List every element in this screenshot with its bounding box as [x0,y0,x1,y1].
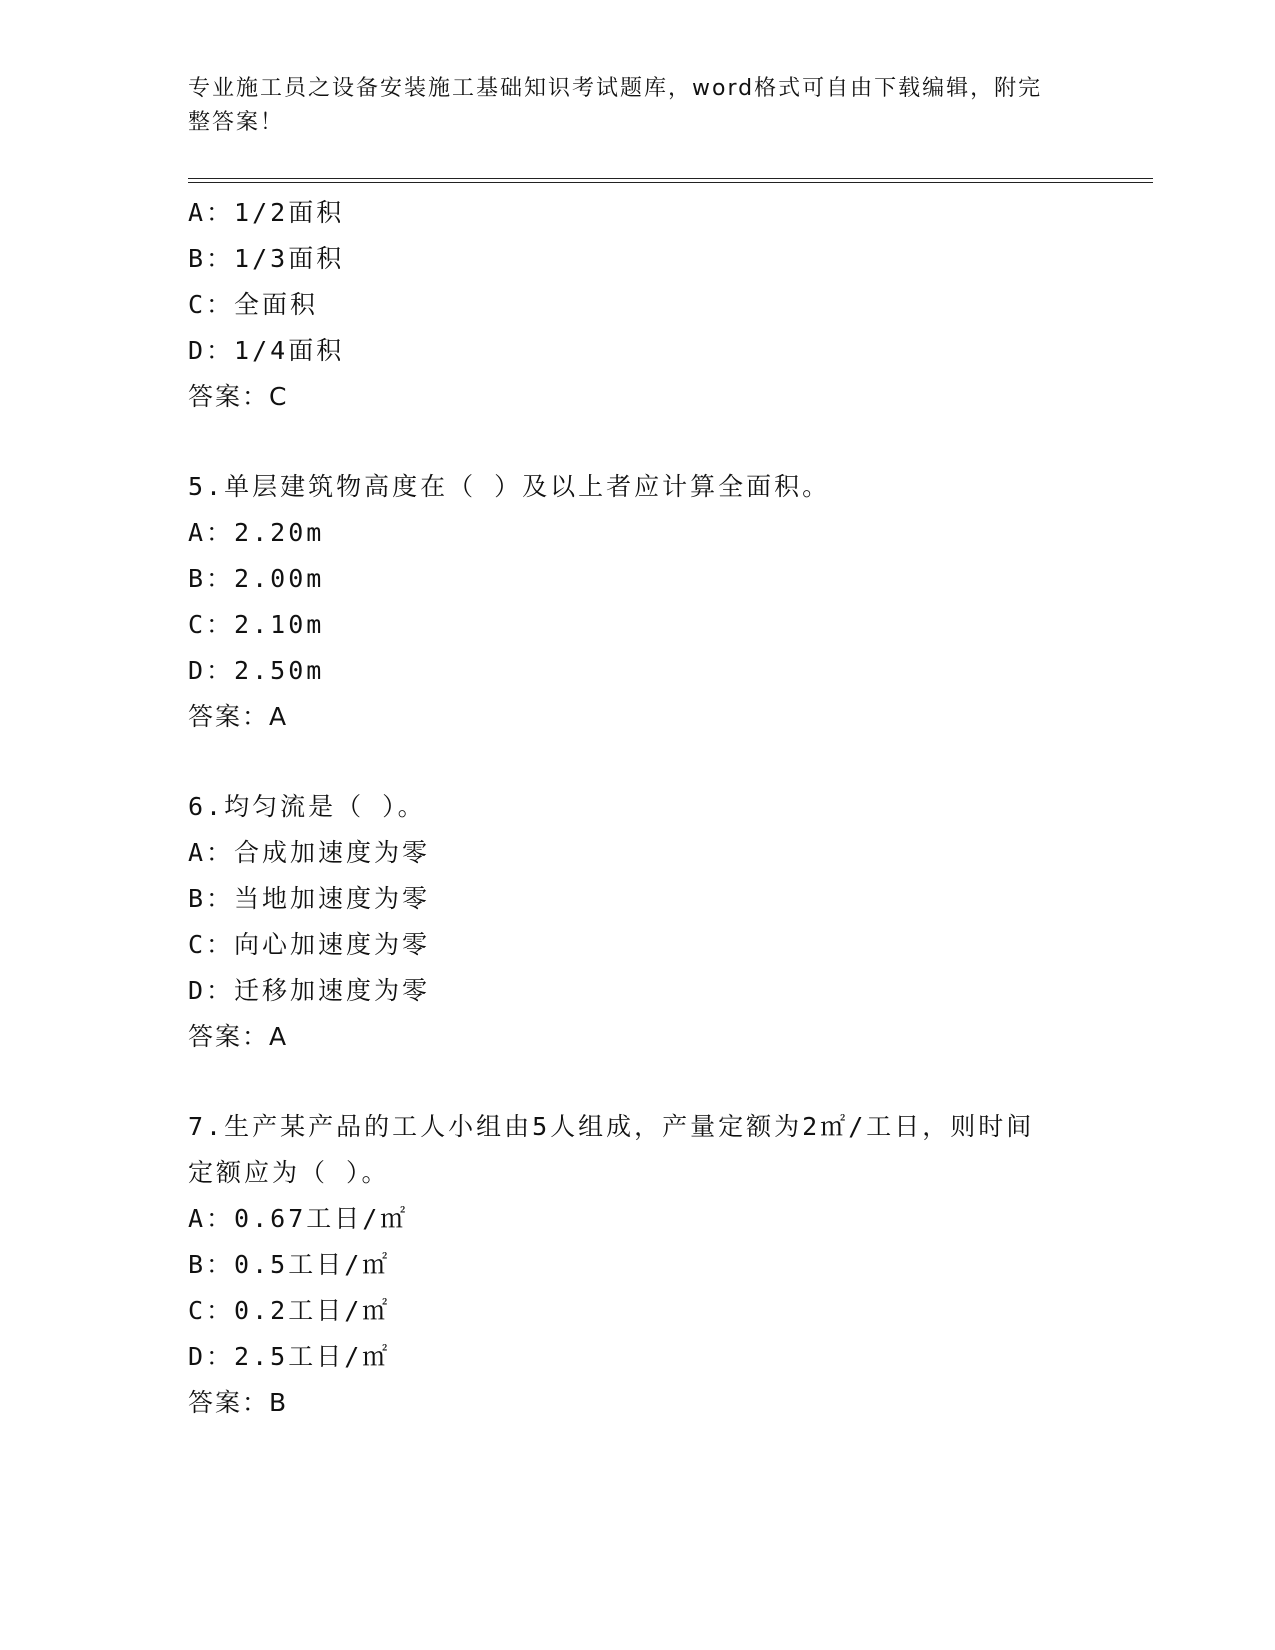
option-c: C：0.2工日/㎡ [188,1296,391,1325]
option-b: B：当地加速度为零 [188,884,431,913]
header-line-1: 专业施工员之设备安装施工基础知识考试题库，word格式可自由下载编辑，附完 [188,76,1043,101]
option-a: A：2.20m [188,518,325,547]
question-6 [188,784,1088,1060]
answer: 答案：A [188,1022,289,1051]
question-7 [188,1104,1088,1426]
question-stem-line-2: 定额应为（ ）。 [188,1158,390,1187]
question-4 [188,190,1088,420]
option-c: C：全面积 [188,290,319,319]
option-b: B：1/3面积 [188,244,345,273]
question-stem: 6.均匀流是（ ）。 [188,792,426,821]
question-stem: 5.单层建筑物高度在（ ）及以上者应计算全面积。 [188,472,831,501]
option-b: B：0.5工日/㎡ [188,1250,391,1279]
header-line-2: 整答案！ [188,110,285,135]
answer: 答案：B [188,1388,289,1417]
document-header [188,72,1068,140]
answer: 答案：C [188,382,289,411]
question-5 [188,464,1088,740]
answer: 答案：A [188,702,289,731]
option-d: D：2.50m [188,656,325,685]
option-b: B：2.00m [188,564,325,593]
option-a: A：1/2面积 [188,198,345,227]
question-list [188,190,1088,1426]
header-double-rule [188,178,1153,183]
option-c: C：向心加速度为零 [188,930,431,959]
question-stem-line-1: 7.生产某产品的工人小组由5人组成，产量定额为2㎡/工日，则时间 [188,1112,1035,1141]
option-d: D：1/4面积 [188,336,345,365]
option-a: A：0.67工日/㎡ [188,1204,409,1233]
option-c: C：2.10m [188,610,325,639]
option-d: D：2.5工日/㎡ [188,1342,391,1371]
option-a: A：合成加速度为零 [188,838,431,867]
option-d: D：迁移加速度为零 [188,976,431,1005]
